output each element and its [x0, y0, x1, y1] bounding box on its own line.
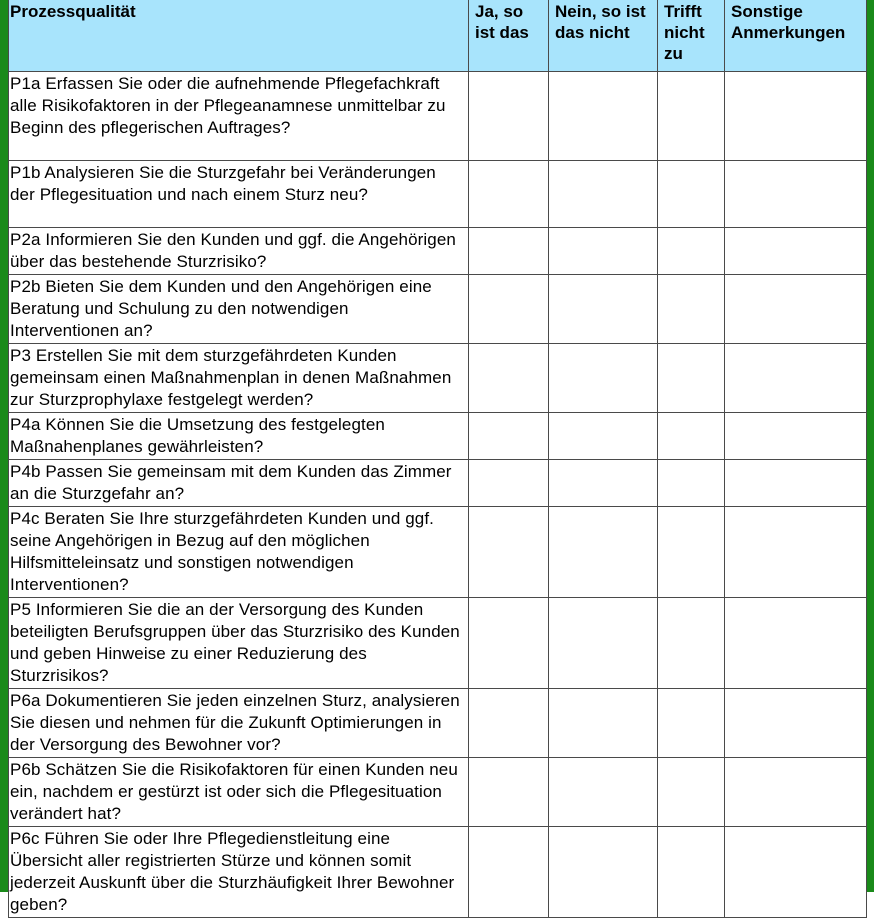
remarks-cell[interactable] [725, 598, 867, 689]
question-cell: P4a Können Sie die Umsetzung des festgelegten Maßnahenplanes gewährleisten? [9, 413, 469, 460]
table-row [9, 758, 867, 827]
answer-yes-cell[interactable] [469, 827, 549, 918]
answer-no-cell[interactable] [549, 689, 658, 758]
answer-not-applicable-cell[interactable] [658, 275, 725, 344]
table-row [9, 72, 867, 161]
header-process-quality: Prozessqualität [9, 0, 469, 72]
table-row [9, 598, 867, 689]
answer-no-cell[interactable] [549, 598, 658, 689]
answer-yes-cell[interactable] [469, 507, 549, 598]
question-cell: P6b Schätzen Sie die Risikofaktoren für einen Kunden neu ein, nachdem er gestürzt ist oder sich die Pflegesituation verändert hat? [9, 758, 469, 827]
question-cell: P6a Dokumentieren Sie jeden einzelnen Sturz, analysieren Sie diesen und nehmen für die Zukunft Optimierungen in der Versorgung des Bewohner vor? [9, 689, 469, 758]
answer-no-cell[interactable] [549, 827, 658, 918]
table-row [9, 460, 867, 507]
remarks-cell[interactable] [725, 72, 867, 161]
remarks-cell[interactable] [725, 228, 867, 275]
answer-yes-cell[interactable] [469, 72, 549, 161]
table-row [9, 827, 867, 918]
answer-yes-cell[interactable] [469, 598, 549, 689]
answer-no-cell[interactable] [549, 228, 658, 275]
table-row [9, 161, 867, 228]
answer-no-cell[interactable] [549, 72, 658, 161]
question-cell: P1b Analysieren Sie die Sturzgefahr bei Veränderungen der Pflegesituation und nach einem Sturz neu? [9, 161, 469, 228]
answer-no-cell[interactable] [549, 758, 658, 827]
question-cell: P1a Erfassen Sie oder die aufnehmende Pflegefachkraft alle Risikofaktoren in der Pflegeanamnese unmittelbar zu Beginn des pflegerischen Auftrages? [9, 72, 469, 161]
answer-no-cell[interactable] [549, 413, 658, 460]
answer-yes-cell[interactable] [469, 758, 549, 827]
remarks-cell[interactable] [725, 413, 867, 460]
answer-no-cell[interactable] [549, 507, 658, 598]
answer-yes-cell[interactable] [469, 413, 549, 460]
header-no: Nein, so ist das nicht [549, 0, 658, 72]
answer-not-applicable-cell[interactable] [658, 827, 725, 918]
table-row [9, 344, 867, 413]
question-cell: P4b Passen Sie gemeinsam mit dem Kunden das Zimmer an die Sturzgefahr an? [9, 460, 469, 507]
answer-no-cell[interactable] [549, 344, 658, 413]
process-quality-table [8, 0, 867, 918]
question-cell: P3 Erstellen Sie mit dem sturzgefährdeten Kunden gemeinsam einen Maßnahmenplan in denen Maßnahmen zur Sturzprophylaxe festgelegt werden? [9, 344, 469, 413]
table-header-row [9, 0, 867, 72]
header-not-applicable: Trifft nicht zu [658, 0, 725, 72]
header-yes: Ja, so ist das [469, 0, 549, 72]
answer-not-applicable-cell[interactable] [658, 228, 725, 275]
header-remarks: Sonstige Anmerkungen [725, 0, 867, 72]
remarks-cell[interactable] [725, 689, 867, 758]
question-cell: P4c Beraten Sie Ihre sturzgefährdeten Kunden und ggf. seine Angehörigen in Bezug auf den möglichen Hilfsmitteleinsatz und sonstigen notwendigen Interventionen? [9, 507, 469, 598]
question-cell: P6c Führen Sie oder Ihre Pflegedienstleitung eine Übersicht aller registrierten Stürze und können somit jederzeit Auskunft über die Sturzhäufigkeit Ihrer Bewohner geben? [9, 827, 469, 918]
answer-not-applicable-cell[interactable] [658, 161, 725, 228]
remarks-cell[interactable] [725, 758, 867, 827]
answer-yes-cell[interactable] [469, 161, 549, 228]
remarks-cell[interactable] [725, 827, 867, 918]
answer-not-applicable-cell[interactable] [658, 413, 725, 460]
answer-no-cell[interactable] [549, 161, 658, 228]
question-cell: P2a Informieren Sie den Kunden und ggf. die Angehörigen über das bestehende Sturzrisiko? [9, 228, 469, 275]
remarks-cell[interactable] [725, 460, 867, 507]
table-row [9, 275, 867, 344]
remarks-cell[interactable] [725, 344, 867, 413]
answer-not-applicable-cell[interactable] [658, 72, 725, 161]
answer-not-applicable-cell[interactable] [658, 689, 725, 758]
table-row [9, 689, 867, 758]
answer-yes-cell[interactable] [469, 344, 549, 413]
answer-yes-cell[interactable] [469, 689, 549, 758]
answer-not-applicable-cell[interactable] [658, 460, 725, 507]
answer-no-cell[interactable] [549, 275, 658, 344]
answer-not-applicable-cell[interactable] [658, 758, 725, 827]
remarks-cell[interactable] [725, 507, 867, 598]
answer-yes-cell[interactable] [469, 228, 549, 275]
question-cell: P2b Bieten Sie dem Kunden und den Angehörigen eine Beratung und Schulung zu den notwendigen Interventionen an? [9, 275, 469, 344]
table-row [9, 507, 867, 598]
answer-not-applicable-cell[interactable] [658, 507, 725, 598]
answer-no-cell[interactable] [549, 460, 658, 507]
answer-not-applicable-cell[interactable] [658, 598, 725, 689]
remarks-cell[interactable] [725, 275, 867, 344]
answer-yes-cell[interactable] [469, 275, 549, 344]
table-row [9, 413, 867, 460]
answer-not-applicable-cell[interactable] [658, 344, 725, 413]
question-cell: P5 Informieren Sie die an der Versorgung des Kunden beteiligten Berufsgruppen über das Sturzrisiko des Kunden und geben Hinweise zu einer Reduzierung des Sturzrisikos? [9, 598, 469, 689]
table-row [9, 228, 867, 275]
answer-yes-cell[interactable] [469, 460, 549, 507]
remarks-cell[interactable] [725, 161, 867, 228]
